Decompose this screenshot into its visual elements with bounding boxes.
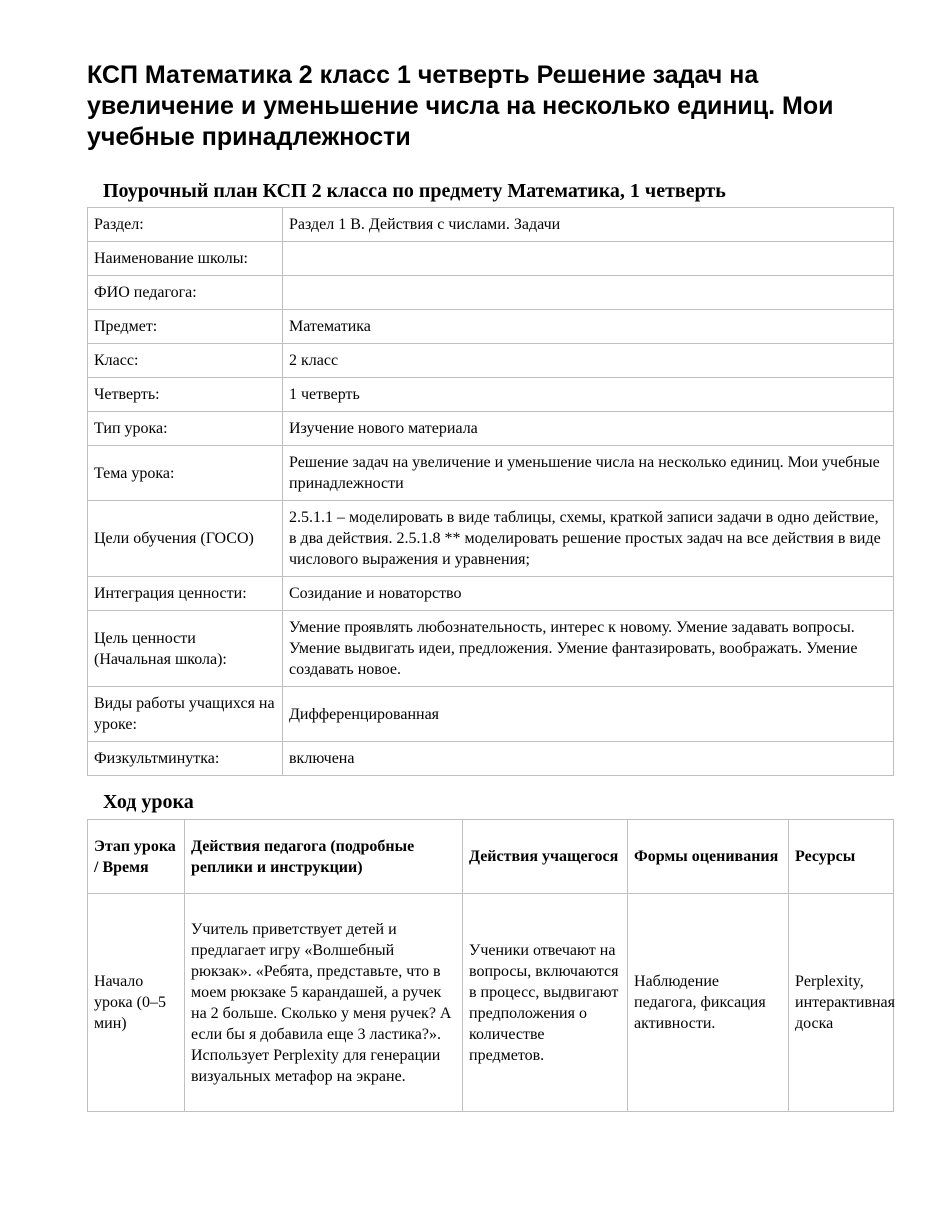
info-value: Раздел 1 B. Действия с числами. Задачи [283,208,894,242]
info-value: 2 класс [283,344,894,378]
info-value: Созидание и новаторство [283,577,894,611]
info-value: Умение проявлять любознательность, интерес к новому. Умение задавать вопросы. Умение выдвигать идеи, предложения. Умение фантазировать, воображать. Умение создавать новое. [283,611,894,687]
info-value [283,276,894,310]
info-value: Решение задач на увеличение и уменьшение числа на несколько единиц. Мои учебные принадлежности [283,446,894,501]
info-row-subject [88,310,894,344]
cell-stage: Начало урока (0–5 мин) [88,894,185,1112]
info-value: Дифференцированная [283,687,894,742]
info-value: 1 четверть [283,378,894,412]
info-label: Тема урока: [88,446,283,501]
document-page [87,60,896,1112]
document-title: КСП Математика 2 класс 1 четверть Решение задач на увеличение и уменьшение числа на несколько единиц. Мои учебные принадлежности [87,61,834,151]
cell-teacher-actions: Учитель приветствует детей и предлагает игру «Волшебный рюкзак». «Ребята, представьте, что в моем рюкзаке 5 карандашей, а ручек на 2 больше. Сколько у меня ручек? А если бы я добавила еще 3 ластика?». Использует Perplexity для генерации визуальных метафор на экране. [185,894,463,1112]
info-label: Цели обучения (ГОСО) [88,501,283,577]
info-value [283,242,894,276]
column-header-student-actions: Действия учащегося [463,820,628,894]
info-label: Цель ценности (Начальная школа): [88,611,283,687]
column-header-teacher-actions: Действия педагога (подробные реплики и инструкции) [185,820,463,894]
info-row-lesson-type [88,412,894,446]
info-row-learning-goals [88,501,894,577]
info-label: Предмет: [88,310,283,344]
info-label: Тип урока: [88,412,283,446]
info-value: Математика [283,310,894,344]
info-value: 2.5.1.1 – моделировать в виде таблицы, схемы, краткой записи задачи в одно действие, в два действия. 2.5.1.8 ** моделировать решение простых задач на все действия в виде числового выражения и уравнения; [283,501,894,577]
column-header-resources: Ресурсы [789,820,894,894]
info-row-quarter [88,378,894,412]
lesson-info-table [87,207,894,776]
column-header-assessment: Формы оценивания [628,820,789,894]
cell-assessment: Наблюдение педагога, фиксация активности. [628,894,789,1112]
plan-heading: Поурочный план КСП 2 класса по предмету Математика, 1 четверть [103,180,726,202]
info-row-grade [88,344,894,378]
column-header-stage: Этап урока / Время [88,820,185,894]
info-label: Интеграция ценности: [88,577,283,611]
info-label: Раздел: [88,208,283,242]
info-row-topic [88,446,894,501]
info-row-value-integration [88,577,894,611]
info-label: Класс: [88,344,283,378]
info-row-teacher [88,276,894,310]
table-row [88,894,894,1112]
info-row-value-goal [88,611,894,687]
info-label: Виды работы учащихся на уроке: [88,687,283,742]
info-row-section [88,208,894,242]
info-value: включена [283,742,894,776]
info-row-physical-break [88,742,894,776]
cell-resources: Perplexity, интерактивная доска [789,894,894,1112]
info-row-work-types [88,687,894,742]
info-label: Физкультминутка: [88,742,283,776]
info-label: Наименование школы: [88,242,283,276]
lesson-flow-heading: Ход урока [103,791,194,813]
lesson-flow-header-row [88,820,894,894]
lesson-flow-table [87,819,894,1112]
info-value: Изучение нового материала [283,412,894,446]
info-label: Четверть: [88,378,283,412]
info-row-school [88,242,894,276]
cell-student-actions: Ученики отвечают на вопросы, включаются в процесс, выдвигают предположения о количестве предметов. [463,894,628,1112]
info-label: ФИО педагога: [88,276,283,310]
